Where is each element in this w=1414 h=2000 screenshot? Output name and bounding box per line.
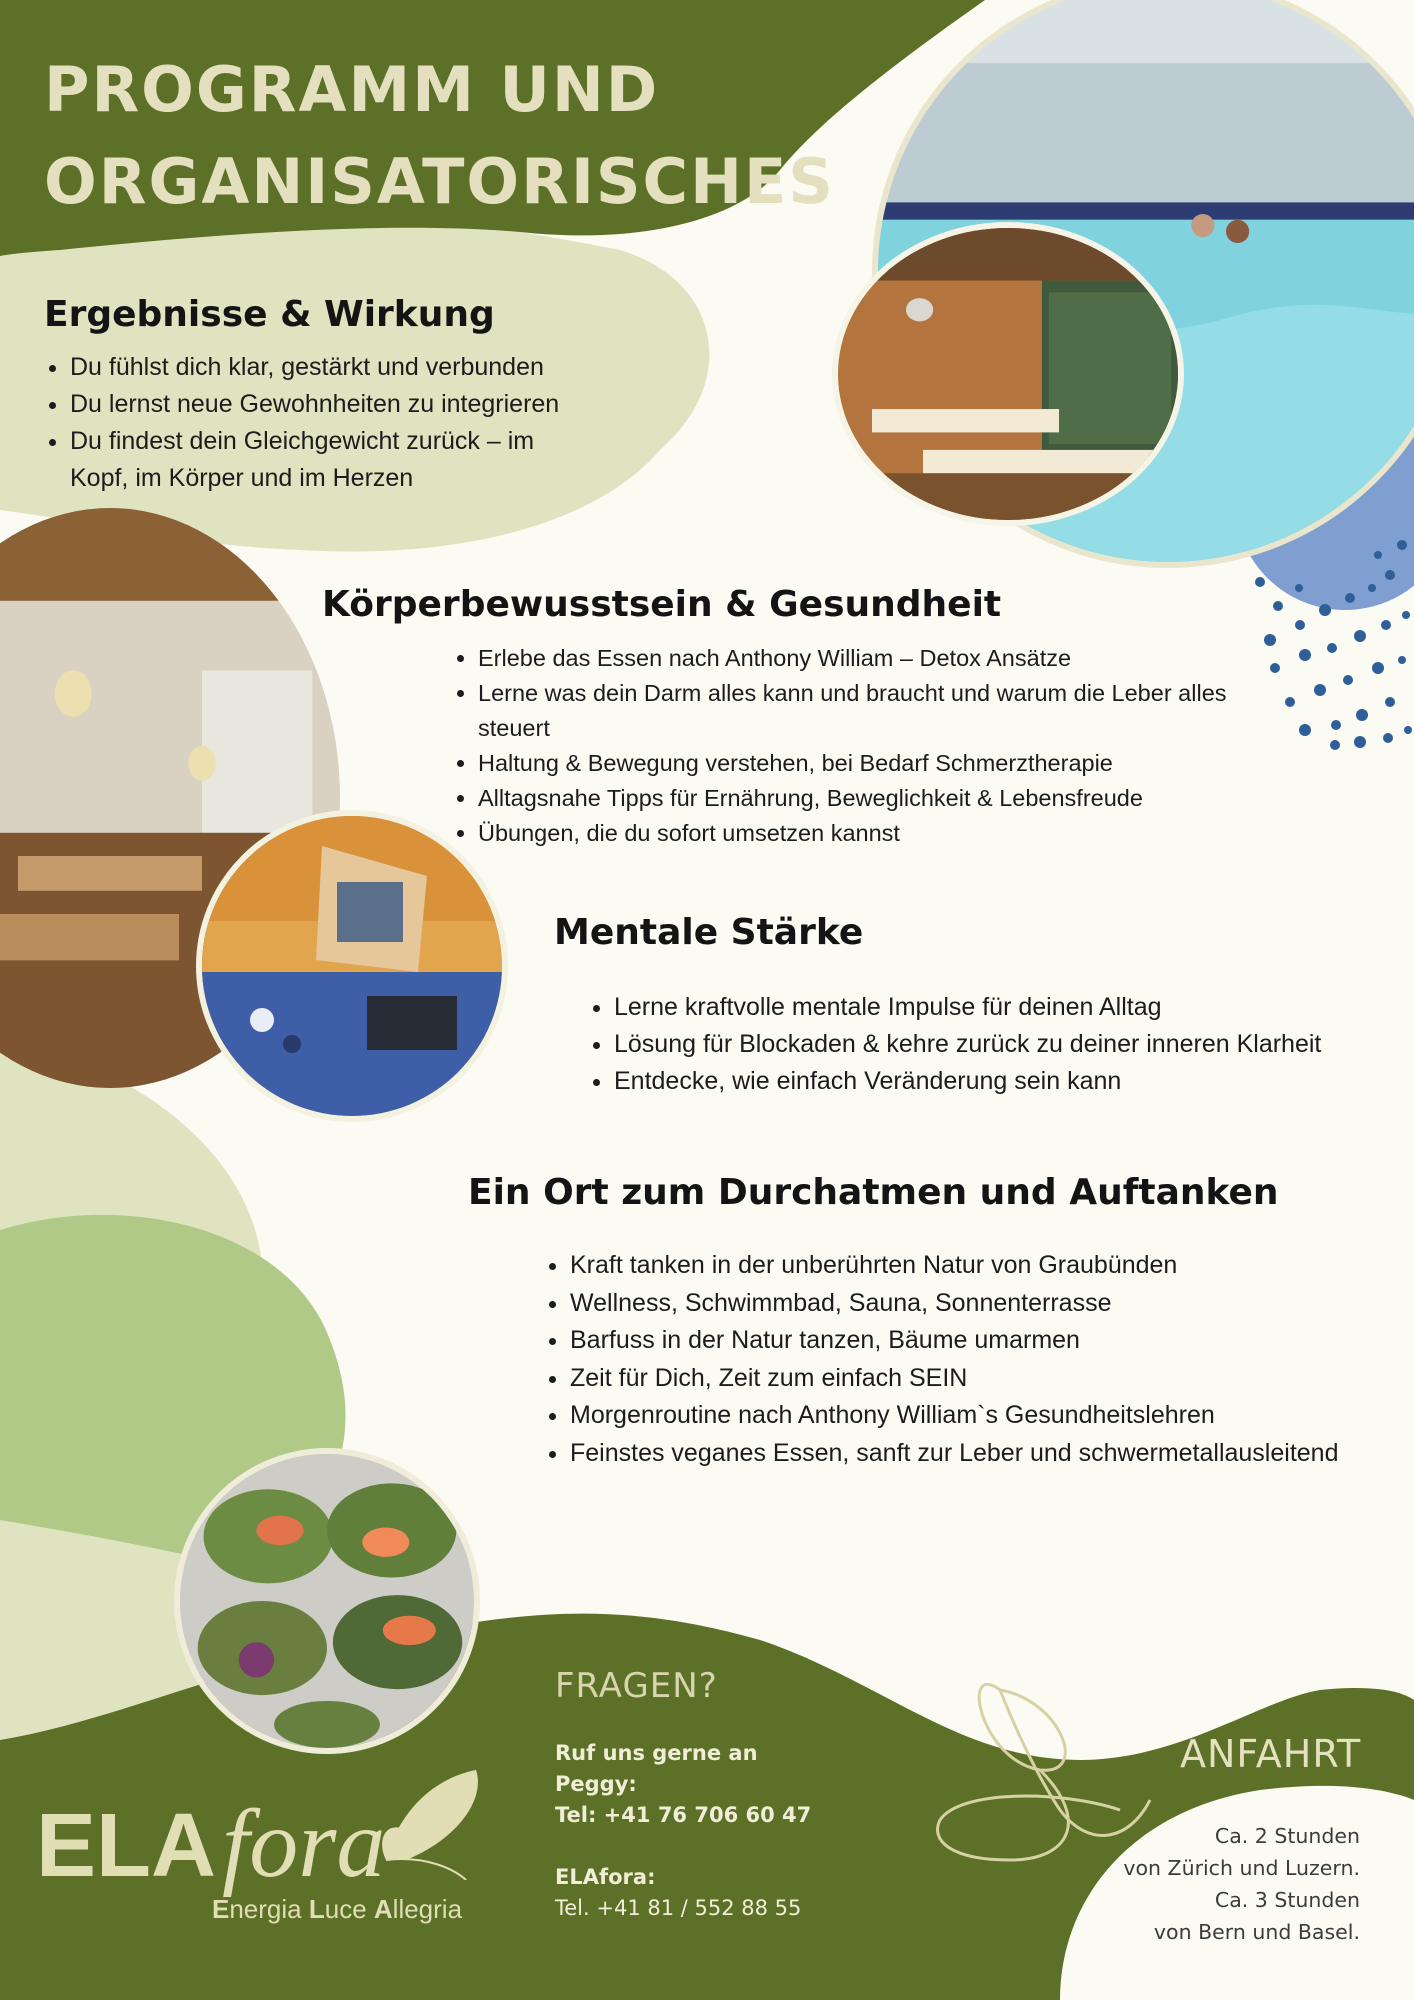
mental-section — [554, 912, 1374, 1100]
mental-heading: Mentale Stärke — [554, 912, 864, 953]
body-health-section — [322, 584, 1282, 851]
contact-intro: Ruf uns gerne an — [555, 1741, 758, 1765]
list-item: • Barfuss in der Natur tanzen, Bäume umarmen — [570, 1322, 1388, 1360]
contact-phone[interactable]: Tel: +41 76 706 60 47 — [555, 1803, 812, 1827]
butterfly-icon — [366, 1760, 496, 1880]
org-name: ELAfora: — [555, 1865, 656, 1889]
list-item: • Morgenroutine nach Anthony William`s Gesundheitslehren — [570, 1397, 1388, 1435]
title-line-2: ORGANISATORISCHES — [44, 145, 835, 218]
logo-fora: fora — [222, 1790, 386, 1898]
food-photo — [174, 1448, 480, 1754]
directions-text — [1100, 1820, 1360, 1948]
list-item: • Du findest dein Gleichgewicht zurück – im Kopf, im Körper und im Herzen — [70, 423, 570, 497]
logo-wordmark — [36, 1790, 386, 1898]
org-phone[interactable]: Tel. +41 81 / 552 88 55 — [555, 1896, 802, 1920]
results-heading: Ergebnisse & Wirkung — [44, 294, 495, 335]
list-item: • Wellness, Schwimmbad, Sauna, Sonnenterrasse — [570, 1285, 1388, 1323]
place-heading: Ein Ort zum Durchatmen und Auftanken — [468, 1172, 1279, 1213]
results-list — [44, 349, 664, 497]
list-item: • Feinstes veganes Essen, sanft zur Leber und schwermetallausleitend — [570, 1435, 1388, 1473]
directions-line: von Bern und Basel. — [1153, 1920, 1360, 1944]
list-item: • Lösung für Blockaden & kehre zurück zu deiner inneren Klarheit — [614, 1026, 1374, 1063]
sauna-photo — [832, 222, 1184, 526]
logo-tagline: Energia Luce Allegria — [212, 1894, 463, 1924]
list-item: • Entdecke, wie einfach Veränderung sein kann — [614, 1063, 1374, 1100]
directions-line: von Zürich und Luzern. — [1123, 1856, 1360, 1880]
place-section — [468, 1172, 1388, 1472]
questions-heading: FRAGEN? — [555, 1666, 718, 1706]
contact-name: Peggy: — [555, 1772, 637, 1796]
list-item: • Lerne was dein Darm alles kann und braucht und warum die Leber alles steuert — [478, 676, 1288, 746]
logo-ela: ELA — [36, 1796, 216, 1896]
mental-list — [588, 989, 1374, 1100]
body-health-heading: Körperbewusstsein & Gesundheit — [322, 584, 1002, 625]
list-item: • Alltagsnahe Tipps für Ernährung, Beweglichkeit & Lebensfreude — [478, 781, 1308, 816]
place-list — [544, 1247, 1388, 1472]
directions-line: Ca. 3 Stunden — [1214, 1888, 1360, 1912]
list-item: • Haltung & Bewegung verstehen, bei Bedarf Schmerztherapie — [478, 746, 1308, 781]
list-item: • Kraft tanken in der unberührten Natur von Graubünden — [570, 1247, 1388, 1285]
list-item: • Du fühlst dich klar, gestärkt und verbunden — [70, 349, 664, 386]
page-title — [44, 44, 864, 228]
body-health-list — [452, 641, 1308, 851]
title-line-1: PROGRAMM UND — [44, 53, 660, 126]
results-section — [44, 294, 664, 497]
list-item: • Erlebe das Essen nach Anthony William – Detox Ansätze — [478, 641, 1308, 676]
list-item: • Du lernst neue Gewohnheiten zu integrieren — [70, 386, 664, 423]
list-item: • Zeit für Dich, Zeit zum einfach SEIN — [570, 1360, 1388, 1398]
directions-line: Ca. 2 Stunden — [1214, 1824, 1360, 1848]
painting-photo — [196, 810, 508, 1122]
list-item: • Lerne kraftvolle mentale Impulse für deinen Alltag — [614, 989, 1374, 1026]
elafora-logo — [36, 1760, 476, 1950]
directions-heading: ANFAHRT — [1180, 1732, 1362, 1776]
contact-block — [555, 1738, 885, 1924]
list-item: • Übungen, die du sofort umsetzen kannst — [478, 816, 1308, 851]
